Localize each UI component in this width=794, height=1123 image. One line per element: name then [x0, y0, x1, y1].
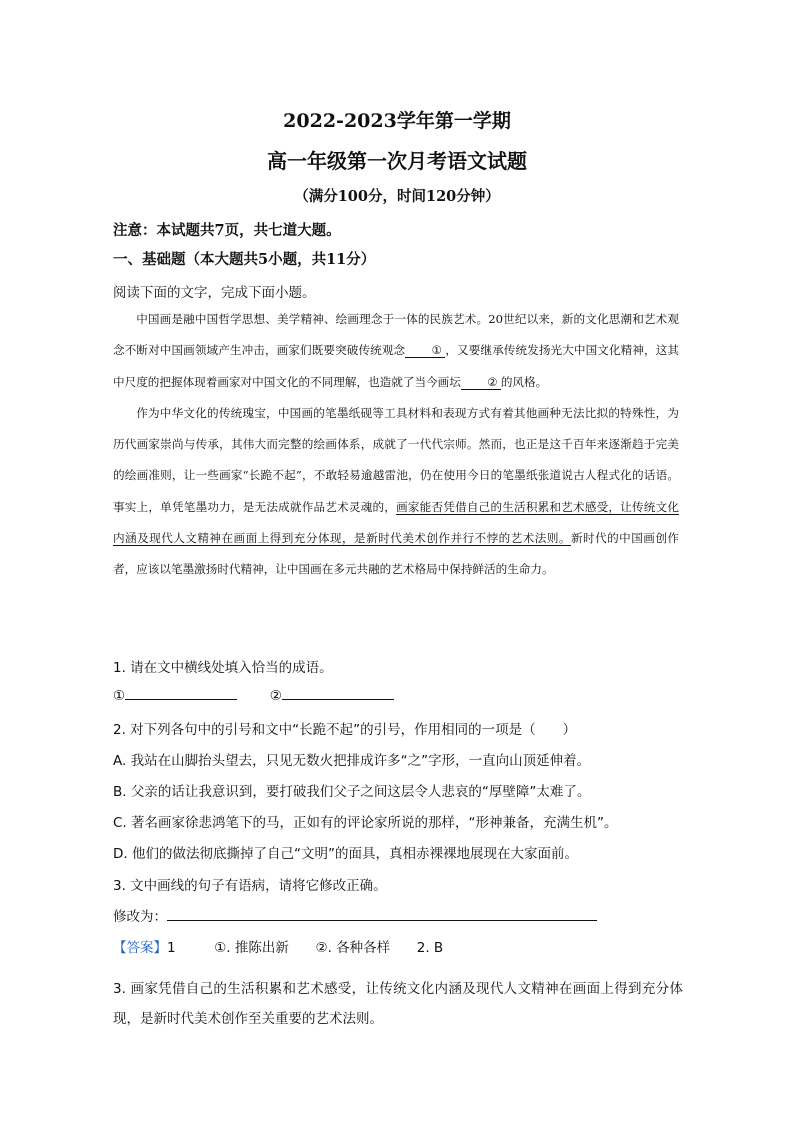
- reading-passage: [113, 304, 679, 586]
- answer-q1-blank2: ②. 各种各样: [315, 940, 391, 956]
- revision-answer-line[interactable]: [167, 908, 597, 921]
- passage-p1-a: 中国画是融中国哲学思想、美学精神、绘画理念于一体的民族艺术。20世纪以来，新的文化思潮和艺术观念不断对中国画领域产生冲击，画家们既要突破传统观念: [113, 312, 679, 358]
- passage-p2-a: 作为中华文化的传统瑰宝，中国画的笔墨纸砚等工具材料和表现方式有着其他画种无法比拟的特殊性，为历代画家崇尚与传承，其伟大而完整的绘画体系，成就了一代代宗师。然而，也正是这千百年来逐渐趋于完美的绘画准则，让一些画家“长跪不起”，不敢轻易逾越雷池，仍在使用今日的笔墨纸张道说古人程式化的话语。事实上，单凭笔墨功力，是无法成就作品艺术灵魂的，: [113, 405, 679, 514]
- answer-q1-number: 1: [167, 940, 176, 956]
- answer-q1-blank1: ①. 推陈出新: [214, 940, 289, 956]
- option-b: B. 父亲的话让我意识到，要打破我们父子之间这层令人悲哀的“厚壁障”太难了。: [113, 784, 591, 800]
- question-1: 1. 请在文中横线处填入恰当的成语。: [113, 660, 333, 676]
- answer-q2: 2. B: [416, 940, 444, 956]
- section1-title: 一、基础题（本大题共5小题，共11分）: [113, 251, 376, 268]
- answer-mark-1: ①: [113, 688, 126, 704]
- answer-line-2[interactable]: [282, 687, 394, 700]
- instruction: 阅读下面的文字，完成下面小题。: [113, 285, 316, 301]
- option-d: D. 他们的做法彻底撕掉了自己“文明”的面具，真相赤裸裸地展现在大家面前。: [113, 846, 578, 862]
- question-3: 3. 文中画线的句子有语病，请将它修改正确。: [113, 878, 387, 894]
- passage-p1-c: 的风格。: [500, 374, 548, 389]
- blank-1: ①: [405, 343, 445, 358]
- passage-paragraph-1: [113, 304, 679, 398]
- fill-label: 修改为：: [113, 909, 167, 925]
- passage-p2-b: 新时代的中国画创作者，应该以笔墨激扬时代精神，让中国画在多元共融的艺术格局中保持鲜活的生命力。: [113, 531, 679, 577]
- passage-paragraph-2: [113, 398, 679, 586]
- answer-block: [113, 936, 443, 956]
- underlined-sentence: 画家能否凭借自己的生活积累和艺术感受，让传统文化内涵及现代人文精神在画面上得到充分体现，是新时代美术创作并行不悖的艺术法则。: [113, 499, 679, 546]
- notice: 注意：本试题共7页，共七道大题。: [113, 222, 341, 239]
- answer-line-1[interactable]: [125, 687, 237, 700]
- question-3-fill: [113, 905, 597, 925]
- option-c: C. 著名画家徐悲鸿笔下的马，正如有的评论家所说的那样，“形神兼备，充满生机”。: [113, 815, 618, 831]
- answer-q3: 3. 画家凭借自己的生活积累和艺术感受，让传统文化内涵及现代人文精神在画面上得到充分体现，是新时代美术创作至关重要的艺术法则。: [113, 981, 683, 1027]
- blank-2: ②: [461, 375, 501, 390]
- passage-p1-b: ，又要继承传统发扬光大中国文化精神，这其中尺度的把握体现着画家对中国文化的不同理解，也造就了当今画坛: [113, 343, 679, 389]
- exam-title: 高一年级第一次月考语文试题: [267, 149, 527, 173]
- option-a: A. 我站在山脚抬头望去，只见无数火把排成许多“之”字形，一直向山顶延伸着。: [113, 753, 591, 769]
- exam-info: （满分100分，时间120分钟）: [294, 188, 500, 205]
- answer-mark-2: ②: [269, 688, 282, 704]
- answer-tag: 【答案】: [113, 940, 167, 956]
- question-1-blanks: [113, 687, 394, 704]
- exam-year-line: 2022-2023学年第一学期: [283, 110, 511, 132]
- question-2: 2. 对下列各句中的引号和文中“长跪不起”的引号，作用相同的一项是（ ）: [113, 722, 577, 738]
